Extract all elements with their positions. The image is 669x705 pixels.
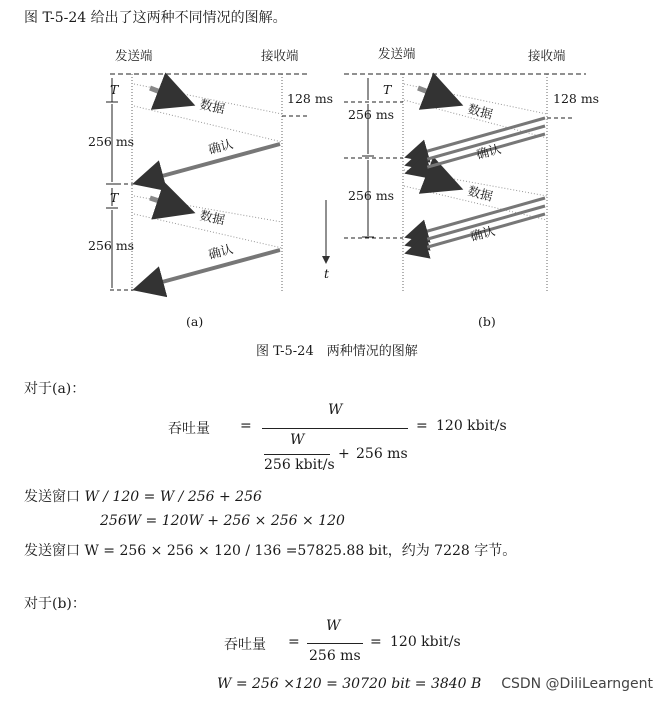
eq-a-den-rest: 256 ms — [356, 446, 408, 462]
timing-diagram — [0, 0, 669, 340]
b-T-label: T — [383, 82, 392, 97]
line-a2: 256W = 120W + 256 × 256 × 120 — [100, 513, 345, 529]
b-data1-label: 数据 — [466, 101, 495, 122]
b-oneway-label: 128 ms — [553, 91, 600, 106]
eq-b-sign: = — [288, 634, 300, 650]
a-ack1-label: 确认 — [206, 136, 235, 157]
a-data1-label: 数据 — [198, 96, 227, 117]
line-b1: W = 256 ×120 = 30720 bit = 3840 B — [217, 676, 482, 692]
line-a1 — [24, 486, 262, 506]
eq-b-numerator: W — [326, 618, 341, 634]
eq-a-inner-num: W — [290, 432, 305, 448]
a-data2-label: 数据 — [198, 207, 227, 228]
a-data-arrow-1 — [150, 88, 186, 102]
intro-text: 图 T-5-24 给出了这两种不同情况的图解。 — [24, 10, 287, 26]
b-receiver-label: 接收端 — [528, 48, 566, 63]
line-a3 — [24, 540, 516, 560]
b-ack2-label: 确认 — [468, 223, 497, 244]
line-a3-eq: W = 256 × 256 × 120 / 136 =57825.88 bit，约为 7228 字节。 — [84, 543, 517, 559]
eq-a-den-plus: + — [338, 446, 350, 462]
b-rtt1-label: 256 ms — [348, 107, 395, 122]
b-ack1-label: 确认 — [474, 141, 503, 162]
eq-a-sign: = — [240, 418, 252, 434]
a-ack2-label: 确认 — [206, 241, 235, 262]
eq-b-sign2: = — [370, 634, 382, 650]
eq-a-inner-den: 256 kbit/s — [264, 457, 335, 473]
eq-b-denominator: 256 ms — [309, 648, 361, 664]
b-data-arrow-2 — [418, 172, 454, 186]
a-rtt1-label: 256 ms — [88, 134, 135, 149]
figure-caption: 图 T-5-24 两种情况的图解 — [256, 344, 418, 359]
line-a1-prefix: 发送窗口 — [24, 489, 80, 505]
eq-a-frac-line — [262, 428, 408, 429]
line-a1-eq: W / 120 = W / 256 + 256 — [84, 489, 262, 505]
eq-a-lhs: 吞吐量 — [168, 421, 210, 437]
eq-a-result: 120 kbit/s — [436, 418, 507, 434]
watermark: CSDN @DiliLearngent — [501, 676, 653, 692]
eq-b-frac-line — [307, 643, 363, 644]
eq-a-sign2: = — [416, 418, 428, 434]
section-a-heading: 对于(a)： — [24, 381, 86, 397]
eq-b-lhs: 吞吐量 — [224, 637, 266, 653]
a-T2-label: T — [110, 190, 119, 205]
time-axis-label: t — [324, 266, 330, 281]
b-data2-label: 数据 — [466, 183, 495, 204]
b-label: (b) — [478, 314, 496, 329]
eq-b-result: 120 kbit/s — [390, 634, 461, 650]
a-rtt2-label: 256 ms — [88, 238, 135, 253]
b-rtt2-label: 256 ms — [348, 188, 395, 203]
eq-a-numerator: W — [328, 402, 343, 418]
a-label: (a) — [186, 314, 204, 329]
a-data-arrow-2 — [150, 198, 186, 210]
a-T1-label: T — [110, 82, 119, 97]
b-sender-label: 发送端 — [378, 46, 416, 61]
b-data-arrow-1 — [418, 88, 454, 102]
a-oneway-label: 128 ms — [287, 91, 334, 106]
eq-a-inner-frac-line — [264, 454, 330, 455]
a-sender-label: 发送端 — [115, 48, 153, 63]
section-b-heading: 对于(b)： — [24, 596, 86, 612]
line-a3-prefix: 发送窗口 — [24, 543, 80, 559]
a-receiver-label: 接收端 — [261, 48, 299, 63]
